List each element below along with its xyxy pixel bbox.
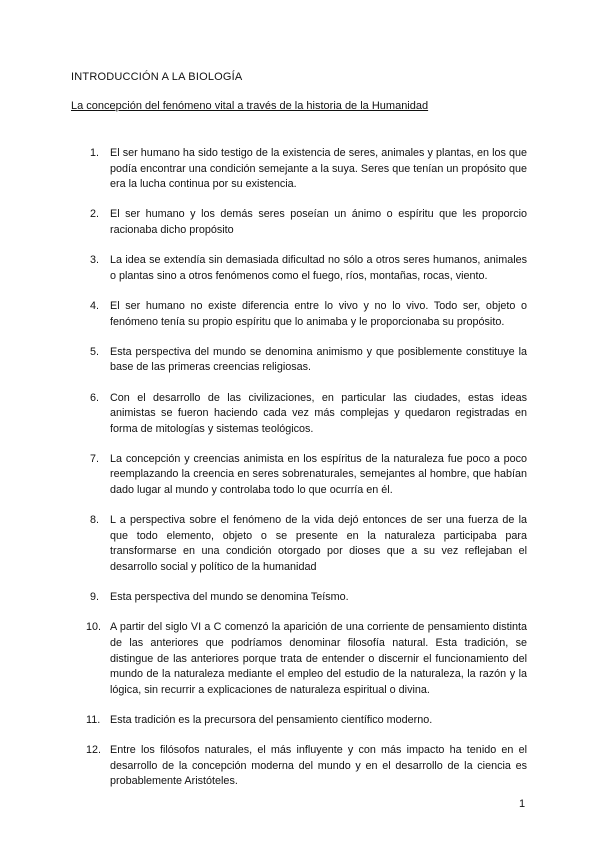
list-item-text: La idea se extendía sin demasiada dificultad no sólo a otros seres humanos, animales o plantas sino a otros fenómenos como el fuego, ríos, montañas, rocas, viento.: [110, 254, 527, 282]
page-number: 1: [519, 798, 526, 810]
list-item-number: 2.: [90, 208, 100, 221]
list-item-number: 11.: [86, 713, 101, 726]
list-item: [71, 452, 527, 499]
list-item: [71, 299, 527, 330]
list-item-text: Esta tradición es la precursora del pensamiento científico moderno.: [110, 713, 433, 726]
list-item: [71, 207, 527, 238]
list-item: [71, 620, 527, 698]
list-item-text: Esta perspectiva del mundo se denomina Teísmo.: [110, 591, 349, 604]
list-item-number: 7.: [90, 452, 100, 465]
document-title: INTRODUCCIÓN A LA BIOLOGÍA: [71, 71, 243, 83]
list-item-number: 3.: [90, 254, 100, 267]
list-item-number: 6.: [90, 391, 100, 404]
list-item-number: 8.: [90, 514, 100, 527]
list-item-number: 10.: [86, 621, 102, 634]
list-item: [71, 713, 527, 729]
list-item-text: La concepción y creencias animista en los espíritus de la naturaleza fue poco a poco reemplazando la creencia en seres sobrenaturales, semejantes al hombre, que habían dado lugar al mundo y controlaba todo lo que ocurría en él.: [110, 452, 527, 497]
list-item-text: Con el desarrollo de las civilizaciones, en particular las ciudades, estas ideas animistas se fueron haciendo cada vez más complejas y quedaron registradas en forma de mitologías y sistemas teológicos.: [110, 391, 527, 435]
list-item-text: L a perspectiva sobre el fenómeno de la vida dejó entonces de ser una fuerza de la que todo elemento, objeto o se presente en la naturaleza participaba para transformarse en una condición otorgado por dioses que a su vez reflejaban el desarrollo social y político de la humanidad: [110, 514, 527, 574]
list-item: [71, 391, 527, 438]
numbered-list: [71, 146, 527, 805]
list-item: [71, 146, 527, 193]
list-item-text: El ser humano y los demás seres poseían un ánimo o espíritu que les proporcio racionaba dicho propósito: [110, 208, 527, 236]
list-item: [71, 590, 527, 606]
list-item: [71, 513, 527, 575]
list-item: [71, 253, 527, 284]
list-item-text: Entre los filósofos naturales, el más influyente y con más impacto ha tenido en el desarrollo de la concepción moderna del mundo y en el desarrollo de la ciencia es probablemente Aristóteles.: [110, 744, 527, 788]
list-item-number: 12.: [86, 744, 102, 757]
list-item-text: El ser humano ha sido testigo de la existencia de seres, animales y plantas, en los que podía encontrar una condición semejante a la suya. Seres que tenían un propósito que era la lucha continua por su existencia.: [110, 147, 527, 191]
list-item-number: 1.: [90, 147, 100, 159]
list-item: [71, 345, 527, 376]
list-item-text: El ser humano no existe diferencia entre lo vivo y no lo vivo. Todo ser, objeto o fenómeno tenía su propio espíritu que lo animaba y le proporcionaba su propósito.: [110, 299, 527, 328]
list-item: [71, 743, 527, 790]
document-subtitle: La concepción del fenómeno vital a través de la historia de la Humanidad: [71, 100, 429, 112]
list-item-number: 9.: [90, 591, 100, 604]
list-item-number: 4.: [90, 299, 100, 312]
list-item-number: 5.: [90, 345, 100, 358]
list-item-text: Esta perspectiva del mundo se denomina animismo y que posiblemente constituye la base de las primeras creencias religiosas.: [110, 345, 527, 374]
list-item-text: A partir del siglo VI a C comenzó la aparición de una corriente de pensamiento distinta de las anteriores que podríamos denominar filosofía natural. Esta tradición, se distingue de las anteriores porque trata de entender o discernir el funcionamiento del mundo de la naturaleza mediante el empleo del estudio de la naturaleza, la razón y la lógica, sin recurrir a explicaciones de naturaleza espiritual o divina.: [110, 621, 527, 696]
